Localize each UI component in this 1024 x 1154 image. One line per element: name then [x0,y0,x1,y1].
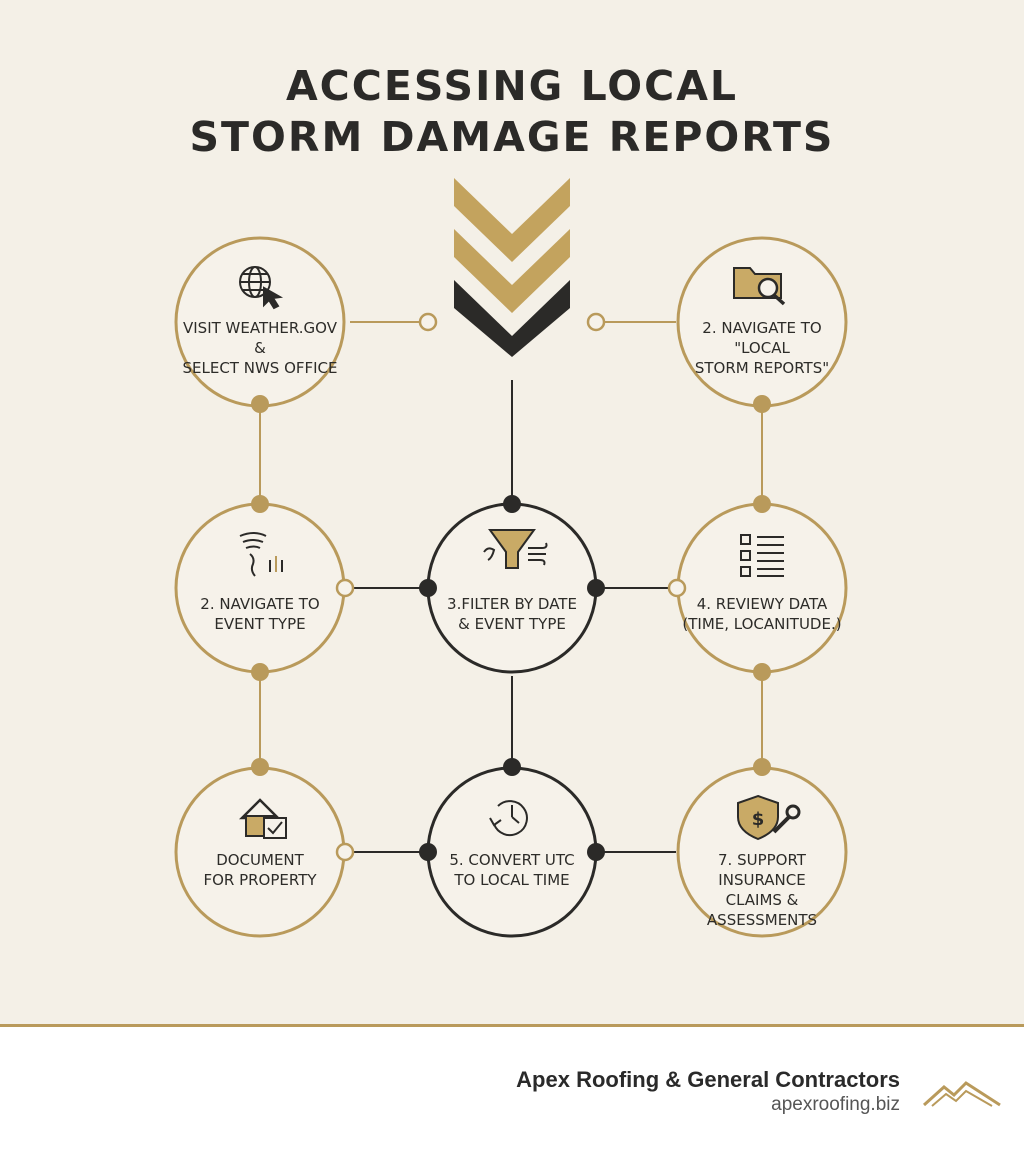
page-title-line-1: ACCESSING LOCAL [285,62,739,110]
step-label-convert-utc: 5. CONVERT UTC TO LOCAL TIME [449,851,575,889]
step-label-review-data: 4. REVIEWY DATA (TIME, LOCANITUDE.) [682,595,842,633]
step-label-filter-date-event: 3.FILTER BY DATE & EVENT TYPE [447,595,577,633]
footer-bar [0,1024,1024,1154]
folder-search-icon [734,268,784,304]
step-label-navigate-local-storm-reports: 2. NAVIGATE TO "LOCAL STORM REPORTS" [694,319,830,377]
step-label-support-insurance: 7. SUPPORT INSURANCE CLAIMS & ASSESSMENTS [706,851,818,929]
step-label-navigate-event-type: 2. NAVIGATE TO EVENT TYPE [200,595,320,633]
step-circle [176,504,344,672]
company-url[interactable]: apexroofing.biz [771,1094,900,1115]
svg-text:$: $ [751,809,765,830]
roof-peaks-logo [922,1079,1002,1109]
down-chevrons-icon [454,178,570,357]
step-label-document-property: DOCUMENT FOR PROPERTY [203,851,317,889]
company-name: Apex Roofing & General Contractors [516,1067,900,1092]
step-label-visit-weather-gov: VISIT WEATHER.GOV & SELECT NWS OFFICE [182,319,338,377]
step-circle [678,504,846,672]
page-title-line-2: STORM DAMAGE REPORTS [189,113,835,161]
